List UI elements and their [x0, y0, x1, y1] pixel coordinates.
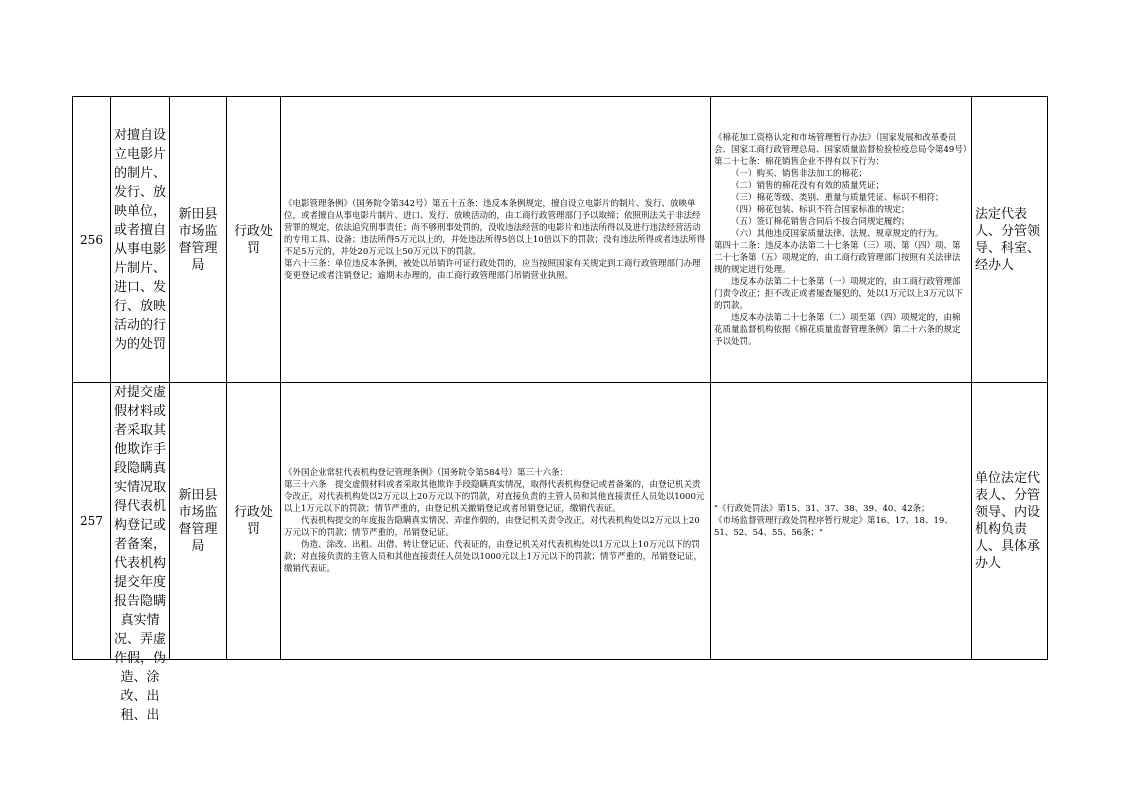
- responsible-persons: 法定代表人、分管领导、科室、经办人: [972, 97, 1048, 383]
- procedure-basis: [711, 97, 972, 383]
- legal-basis: [281, 97, 711, 383]
- table-row: [73, 97, 1048, 383]
- procedure-paragraph: "《行政处罚法》第15、31、37、38、39、40、42条；: [714, 504, 930, 514]
- item-name: [111, 383, 170, 723]
- basis-paragraph: 代表机构提交的年度报告隐瞒真实情况、弄虚作假的，由登记机关责令改正，对代表机构处以2万元以上20万元以下的罚款；情节严重的，吊销登记证。: [284, 516, 700, 538]
- procedure-paragraph: （六）其他违反国家质量法律、法规、规章规定的行为。: [731, 228, 944, 239]
- procedure-paragraph: （一）购买、销售非法加工的棉花；: [731, 168, 868, 179]
- procedure-paragraph: 《市场监督管理行政处罚程序暂行规定》第16、17、18、19、51、52、54、55、56条；": [714, 516, 953, 538]
- penalty-type: 行政处罚: [227, 383, 281, 660]
- basis-paragraph: 第三十六条 提交虚假材料或者采取其他欺诈手段隐瞒真实情况，取得代表机构登记或者备案的，由登记机关责令改正，对代表机构处以2万元以上20万元以下的罚款，对直接负责的主管人员和其他直接责任人员处以1000元以上1万元以下的罚款；情节严重的，由登记机关撤销登记或者吊销登记证，缴销代表证。: [284, 480, 705, 514]
- basis-paragraph: 《外国企业常驻代表机构登记管理条例》（国务院令第584号）第三十六条：: [284, 468, 568, 478]
- procedure-paragraph: 违反本办法第二十七条第（二）项至第（四）项规定的，由棉花质量监督机构依据《棉花质量监督管理条例》第二十六条的规定予以处罚。: [714, 312, 961, 347]
- basis-paragraph: 《电影管理条例》（国务院令第342号）第五十五条：违反本条例规定，擅自设立电影片的制片、发行、放映单位，或者擅自从事电影片制片、进口、发行、放映活动的，由工商行政管理部门予以取缔；依照刑法关于非法经营罪的规定，依法追究刑事责任；尚不够刑事处罚的，没收违法经营的电影片和违法所得以及进行违法经营活动的专用工具、设备；违法所得5万元以上的，并处违法所得5倍以上10倍以下的罚款；没有违法所得或者违法所得不足5万元的，并处20万元以上50万元以下的罚款。: [284, 198, 706, 257]
- item-name-text: 对提交虚假材料或者采取其他欺诈手段隐瞒真实情况取得代表机构登记或者备案，代表机构提交年度报告隐瞒真实情况、弄虚作假，伪造、涂改、出租、出: [114, 385, 167, 723]
- penalty-type: 行政处罚: [227, 97, 281, 383]
- legal-basis: [281, 383, 711, 660]
- procedure-basis: [711, 383, 972, 660]
- basis-paragraph: 伪造、涂改、出租、出借、转让登记证、代表证的，由登记机关对代表机构处以1万元以上10万元以下的罚款；对直接负责的主管人员和其他直接责任人员处以1000元以上1万元以下的罚款；情节严重的，吊销登记证，缴销代表证。: [284, 540, 703, 574]
- row-number: 257: [73, 383, 111, 660]
- procedure-paragraph: （三）棉花等级、类别、重量与质量凭证、标识不相符；: [731, 192, 944, 203]
- procedure-paragraph: 《棉花加工资格认定和市场管理暂行办法》（国家发展和改革委员会、国家工商行政管理总局、国家质量监督检验检疫总局令第49号）第二十七条：棉花销售企业不得有以下行为：: [714, 132, 968, 167]
- procedure-paragraph: （四）棉花包装、标识不符合国家标准的规定；: [731, 204, 910, 215]
- basis-paragraph: 第六十三条：单位违反本条例，被处以吊销许可证行政处罚的，应当按照国家有关规定到工商行政管理部门办理变更登记或者注销登记；逾期未办理的，由工商行政管理部门吊销营业执照。: [284, 258, 701, 281]
- procedure-paragraph: （五）签订棉花销售合同后不按合同规定履约；: [731, 216, 910, 227]
- agency: 新田县市场监督管理局: [170, 97, 227, 383]
- regulation-table: [72, 96, 1048, 723]
- item-name: 对擅自设立电影片的制片、发行、放映单位，或者擅自从事电影片制片、进口、发行、放映活动的行为的处罚: [111, 97, 170, 383]
- procedure-paragraph: （二）销售的棉花没有有效的质量凭证；: [731, 180, 885, 191]
- agency: 新田县市场监督管理局: [170, 383, 227, 660]
- procedure-paragraph: 第四十二条：违反本办法第二十七条第（三）项、第（四）项、第二十七条第（五）项规定的，由工商行政管理部门按照有关法律法规的规定进行处理。: [714, 240, 961, 275]
- table-row: [73, 383, 1048, 660]
- row-number: 256: [73, 97, 111, 383]
- responsible-persons: 单位法定代表人、分管领导、内设机构负责人、具体承办人: [972, 383, 1048, 660]
- procedure-paragraph: 违反本办法第二十七条第（一）项规定的，由工商行政管理部门责令改正；拒不改正或者屡查屡犯的，处以1万元以上3万元以下的罚款。: [714, 276, 963, 311]
